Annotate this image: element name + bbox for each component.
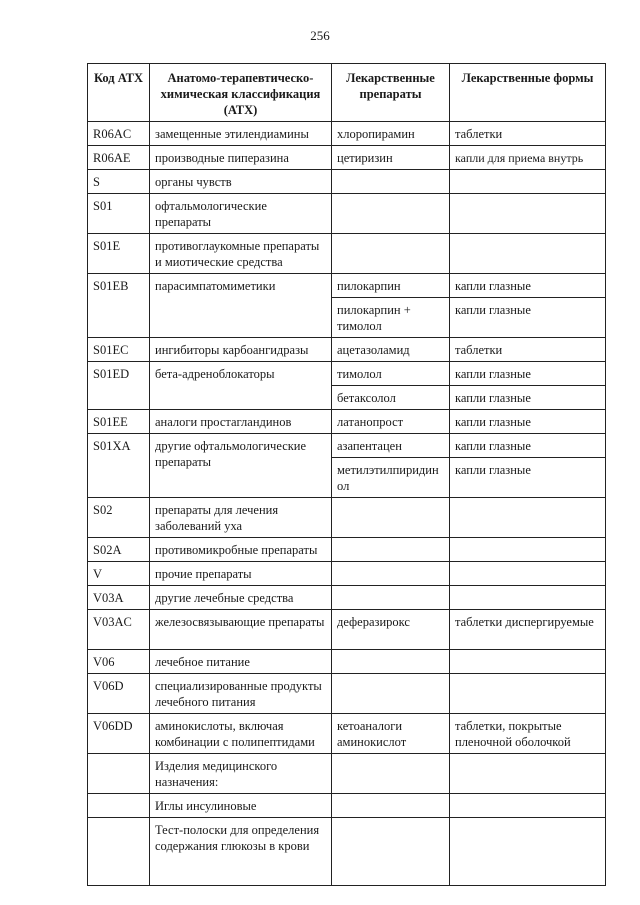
cell-classification: замещенные этилендиамины [150, 122, 332, 146]
table-row [88, 818, 606, 886]
cell-code [88, 754, 150, 794]
cell-forms: капли глазные [450, 410, 606, 434]
header-drugs: Лекарственные препараты [332, 64, 450, 122]
cell-drugs: тимолол [332, 362, 450, 386]
cell-code [88, 818, 150, 886]
cell-code: S02A [88, 538, 150, 562]
cell-code: R06AE [88, 146, 150, 170]
cell-drugs [332, 794, 450, 818]
cell-drugs [332, 234, 450, 274]
cell-code: S01ED [88, 362, 150, 410]
cell-code: S [88, 170, 150, 194]
cell-forms [450, 234, 606, 274]
cell-classification: Тест-полоски для определения содержания глюкозы в крови [150, 818, 332, 886]
cell-drugs [332, 498, 450, 538]
cell-forms-text: капли для приема внутрь [455, 151, 584, 165]
cell-drugs [332, 586, 450, 610]
cell-forms: таблетки [450, 122, 606, 146]
cell-forms: капли глазные [450, 274, 606, 298]
table-row [88, 610, 606, 650]
cell-forms: капли глазные [450, 458, 606, 498]
cell-drugs: пилокарпин + тимолол [332, 298, 450, 338]
cell-forms [450, 498, 606, 538]
cell-classification: лечебное питание [150, 650, 332, 674]
table-row [88, 754, 606, 794]
table-row [88, 538, 606, 562]
table-row [88, 234, 606, 274]
cell-drugs: цетиризин [332, 146, 450, 170]
table-row [88, 274, 606, 298]
cell-code: S01EC [88, 338, 150, 362]
header-classification: Анатомо-терапевтическо-химическая классификация (АТХ) [150, 64, 332, 122]
table-row [88, 586, 606, 610]
table-row [88, 194, 606, 234]
cell-forms: капли глазные [450, 434, 606, 458]
cell-drugs: бетаксолол [332, 386, 450, 410]
cell-classification: другие офтальмологические препараты [150, 434, 332, 498]
table-row [88, 362, 606, 386]
cell-code: V03A [88, 586, 150, 610]
header-code: Код АТХ [88, 64, 150, 122]
cell-drugs [332, 170, 450, 194]
header-forms: Лекарственные формы [450, 64, 606, 122]
cell-classification: другие лечебные средства [150, 586, 332, 610]
cell-forms [450, 818, 606, 886]
cell-forms [450, 538, 606, 562]
cell-classification: парасимпатомиметики [150, 274, 332, 338]
cell-classification: Иглы инсулиновые [150, 794, 332, 818]
cell-code: V03AC [88, 610, 150, 650]
cell-drugs: кетоаналоги аминокислот [332, 714, 450, 754]
cell-drugs: азапентацен [332, 434, 450, 458]
cell-code: V06DD [88, 714, 150, 754]
table-row [88, 674, 606, 714]
cell-classification: офтальмологические препараты [150, 194, 332, 234]
cell-forms: таблетки диспергируемые [450, 610, 606, 650]
table-row [88, 410, 606, 434]
page-number: 256 [310, 28, 330, 43]
table-row [88, 338, 606, 362]
cell-code: R06AC [88, 122, 150, 146]
cell-classification: противоглаукомные препараты и миотические средства [150, 234, 332, 274]
cell-drugs: пилокарпин [332, 274, 450, 298]
cell-forms: таблетки, покрытые пленочной оболочкой [450, 714, 606, 754]
cell-classification: ингибиторы карбоангидразы [150, 338, 332, 362]
cell-classification: органы чувств [150, 170, 332, 194]
cell-code: S02 [88, 498, 150, 538]
cell-forms [450, 650, 606, 674]
cell-code [88, 794, 150, 818]
table-row [88, 714, 606, 754]
cell-code: V06D [88, 674, 150, 714]
cell-code: V [88, 562, 150, 586]
cell-forms [450, 146, 606, 170]
cell-classification: бета-адреноблокаторы [150, 362, 332, 410]
cell-forms [450, 562, 606, 586]
cell-drugs [332, 674, 450, 714]
cell-forms [450, 194, 606, 234]
cell-classification: препараты для лечения заболеваний уха [150, 498, 332, 538]
table-row [88, 562, 606, 586]
cell-drugs [332, 538, 450, 562]
cell-drugs [332, 650, 450, 674]
cell-drugs: латанопрост [332, 410, 450, 434]
cell-forms [450, 794, 606, 818]
table-row [88, 146, 606, 170]
cell-drugs [332, 818, 450, 886]
cell-classification: железосвязывающие препараты [150, 610, 332, 650]
atc-drug-table [87, 63, 606, 886]
cell-drugs [332, 754, 450, 794]
cell-drugs: хлоропирамин [332, 122, 450, 146]
cell-classification: Изделия медицинского назначения: [150, 754, 332, 794]
cell-drugs [332, 194, 450, 234]
cell-drugs: деферазирокс [332, 610, 450, 650]
table-row [88, 122, 606, 146]
cell-drugs: метилэтилпиридин ол [332, 458, 450, 498]
table-row [88, 498, 606, 538]
cell-forms [450, 754, 606, 794]
cell-drugs [332, 562, 450, 586]
cell-forms: капли глазные [450, 298, 606, 338]
cell-classification: прочие препараты [150, 562, 332, 586]
table-row [88, 650, 606, 674]
table-row [88, 794, 606, 818]
cell-classification: специализированные продукты лечебного питания [150, 674, 332, 714]
table-row [88, 170, 606, 194]
cell-classification: аналоги простагландинов [150, 410, 332, 434]
cell-forms: капли глазные [450, 386, 606, 410]
cell-code: V06 [88, 650, 150, 674]
cell-classification: производные пиперазина [150, 146, 332, 170]
cell-forms [450, 674, 606, 714]
cell-classification: противомикробные препараты [150, 538, 332, 562]
cell-forms [450, 586, 606, 610]
cell-drugs: ацетазоламид [332, 338, 450, 362]
table-row [88, 434, 606, 458]
cell-forms: таблетки [450, 338, 606, 362]
cell-code: S01EB [88, 274, 150, 338]
cell-code: S01E [88, 234, 150, 274]
cell-code: S01 [88, 194, 150, 234]
cell-code: S01EE [88, 410, 150, 434]
cell-forms [450, 170, 606, 194]
cell-forms: капли глазные [450, 362, 606, 386]
cell-code: S01XA [88, 434, 150, 498]
cell-classification: аминокислоты, включая комбинации с полипептидами [150, 714, 332, 754]
table-header-row [88, 64, 606, 122]
